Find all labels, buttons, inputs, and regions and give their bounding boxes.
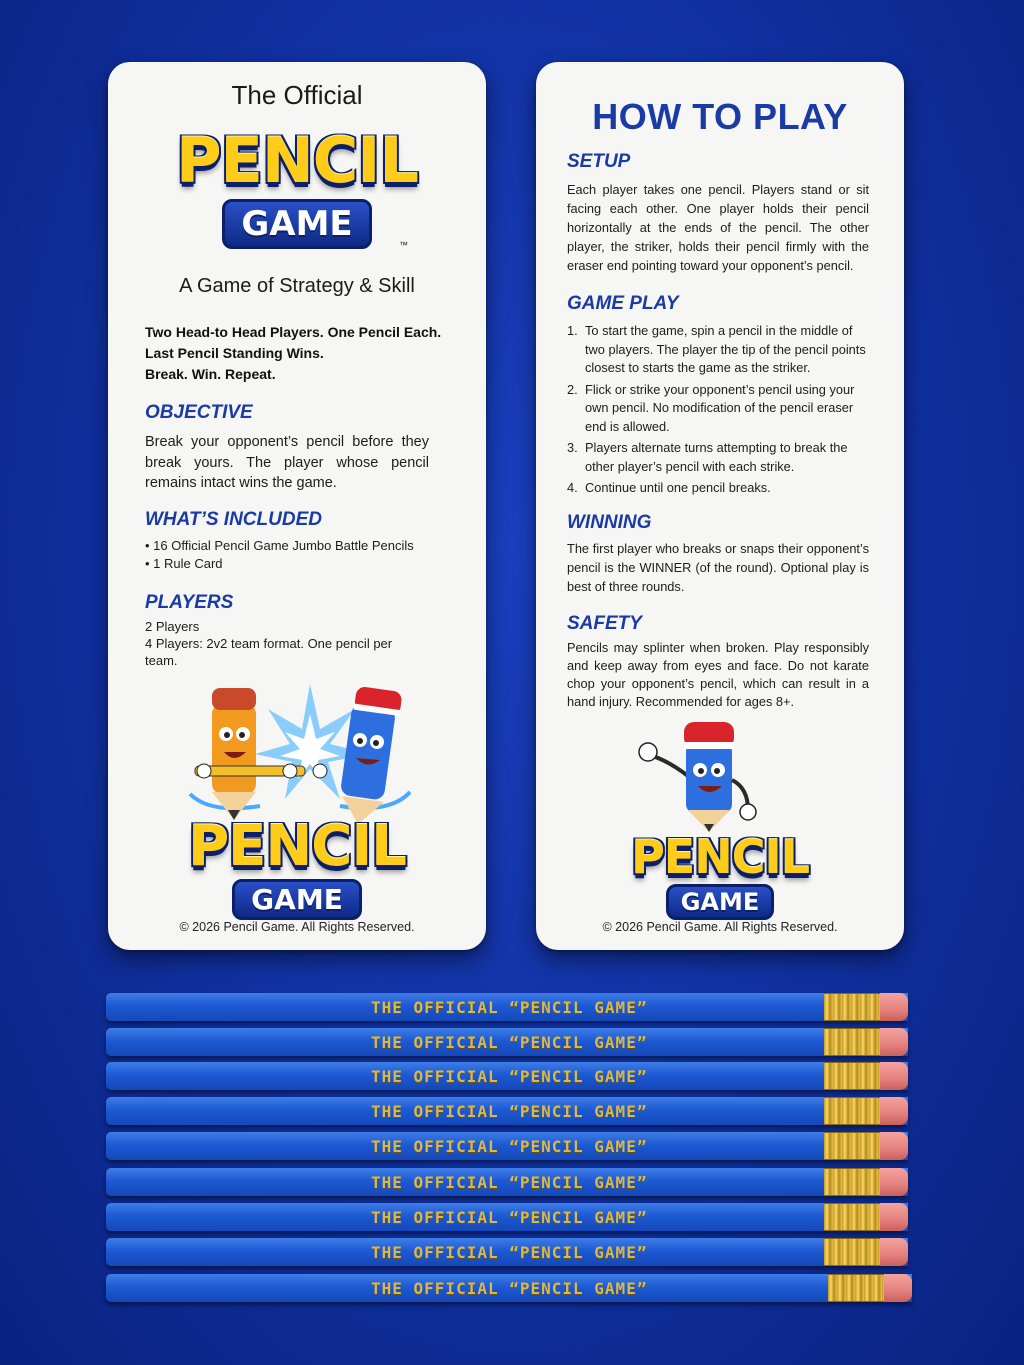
step-text: Players alternate turns attempting to break the other player’s pencil with each strike.	[585, 440, 848, 474]
pencil-ferrule	[824, 1203, 882, 1231]
left-copyright: © 2026 Pencil Game. All Rights Reserved.	[179, 920, 415, 934]
intro-line: Last Pencil Standing Wins.	[145, 345, 324, 361]
pencil-eraser	[880, 1203, 908, 1231]
players-text	[145, 618, 425, 669]
gameplay-steps	[567, 322, 869, 501]
intro-line: Break. Win. Repeat.	[145, 366, 276, 382]
pencil-eraser	[880, 1238, 908, 1266]
pencil	[106, 1168, 908, 1196]
pencil-eraser	[880, 1097, 908, 1125]
safety-heading: SAFETY	[567, 613, 642, 634]
pencil-label: THE OFFICIAL “PENCIL GAME”	[371, 1208, 648, 1227]
gameplay-step	[567, 439, 869, 476]
pencil-eraser	[880, 1028, 908, 1056]
tagline: A Game of Strategy & Skill	[179, 275, 415, 297]
pencil-label: THE OFFICIAL “PENCIL GAME”	[371, 1067, 648, 1086]
pencil-eraser	[880, 1062, 908, 1090]
winning-text: The first player who breaks or snaps their opponent’s pencil is the WINNER (of the round). Optional play is best of three rounds.	[567, 541, 869, 594]
pencil-label: THE OFFICIAL “PENCIL GAME”	[371, 1033, 648, 1052]
right-copyright: © 2026 Pencil Game. All Rights Reserved.	[602, 920, 838, 934]
step-number: 4.	[567, 480, 578, 495]
pencil-ferrule	[824, 1097, 882, 1125]
pencil	[106, 1274, 912, 1302]
objective-text: Break your opponent’s pencil before they break yours. The player whose pencil remains intact wins the game.	[145, 434, 429, 491]
pencil-eraser	[880, 993, 908, 1021]
setup-heading: SETUP	[567, 151, 631, 172]
pencil-ferrule	[824, 1028, 882, 1056]
step-text: Continue until one pencil breaks.	[585, 480, 771, 495]
trademark-mark: ™	[399, 240, 408, 250]
gameplay-step	[567, 381, 869, 437]
how-to-play-title: HOW TO PLAY	[592, 96, 848, 137]
bottom-logo-pencil-text: PENCIL	[188, 814, 406, 879]
pencil-label: THE OFFICIAL “PENCIL GAME”	[371, 1137, 648, 1156]
the-official-text: The Official	[231, 80, 363, 110]
step-number: 3.	[567, 440, 578, 455]
setup-text: Each player takes one pencil. Players stand or sit facing each other. One player holds their pencil horizontally at the ends of the pencil. The other player, the striker, holds their pencil firmly with the eraser end pointing toward your opponent’s pencil.	[567, 182, 869, 273]
pencil	[106, 1132, 908, 1160]
right-logo-pencil-text: PENCIL	[631, 830, 809, 884]
pencil-ferrule	[824, 993, 882, 1021]
logo-pencil-text: PENCIL	[176, 124, 418, 197]
pencil	[106, 1238, 908, 1266]
pencil	[106, 1097, 908, 1125]
battling-pencils-mascot-illustration	[170, 674, 430, 824]
included-item: • 16 Official Pencil Game Jumbo Battle Pencils	[145, 538, 414, 553]
objective-heading: OBJECTIVE	[145, 402, 253, 423]
pencil	[106, 1203, 908, 1231]
gameplay-step	[567, 479, 869, 498]
logo-game-text: GAME	[222, 199, 372, 249]
pencil	[106, 993, 908, 1021]
step-number: 2.	[567, 381, 578, 397]
intro-line: Two Head-to Head Players. One Pencil Each.	[145, 324, 442, 340]
pencil-label: THE OFFICIAL “PENCIL GAME”	[371, 1173, 648, 1192]
pencil-ferrule	[824, 1132, 882, 1160]
right-logo	[536, 830, 904, 920]
rule-card-back	[536, 62, 904, 950]
pencil	[106, 1062, 908, 1090]
winning-heading: WINNING	[567, 512, 652, 533]
pencil-eraser	[880, 1168, 908, 1196]
pencil-ferrule	[824, 1238, 882, 1266]
pencil-ferrule	[824, 1168, 882, 1196]
players-line: 2 Players	[145, 619, 200, 634]
bottom-logo	[108, 814, 486, 920]
right-logo-game-text: GAME	[666, 884, 774, 920]
bottom-logo-game-text: GAME	[232, 879, 362, 920]
players-heading: PLAYERS	[145, 592, 234, 613]
step-number: 1.	[567, 323, 578, 338]
included-heading: WHAT’S INCLUDED	[145, 509, 322, 530]
gameplay-heading: GAME PLAY	[567, 293, 679, 314]
rule-card-front	[108, 62, 486, 950]
pencil-ferrule	[828, 1274, 886, 1302]
waving-pencil-mascot-illustration	[636, 714, 776, 834]
intro-lines	[145, 322, 465, 385]
pencil-label: THE OFFICIAL “PENCIL GAME”	[371, 1279, 648, 1298]
pencil-eraser	[880, 1132, 908, 1160]
pencil-ferrule	[824, 1062, 882, 1090]
pencil	[106, 1028, 908, 1056]
pencil-label: THE OFFICIAL “PENCIL GAME”	[371, 1102, 648, 1121]
step-text: Flick or strike your opponent’s pencil using your own pencil. No modification of the pencil eraser end is allowed.	[585, 381, 855, 434]
pencil-label: THE OFFICIAL “PENCIL GAME”	[371, 998, 648, 1017]
players-line: 4 Players: 2v2 team format. One pencil per team.	[145, 636, 393, 668]
included-item: • 1 Rule Card	[145, 556, 223, 571]
step-text: To start the game, spin a pencil in the middle of two players. The player the tip of the pencil points closest to starts the game as the striker.	[585, 323, 866, 375]
pencil-eraser	[884, 1274, 912, 1302]
included-list	[145, 537, 465, 573]
safety-text: Pencils may splinter when broken. Play responsibly and keep away from eyes and face. Do not karate chop your opponent’s pencil, which can result in a hand injury. Recommended for ages 8+.	[567, 640, 869, 709]
top-logo	[108, 124, 486, 249]
gameplay-step	[567, 322, 869, 378]
pencil-label: THE OFFICIAL “PENCIL GAME”	[371, 1243, 648, 1262]
